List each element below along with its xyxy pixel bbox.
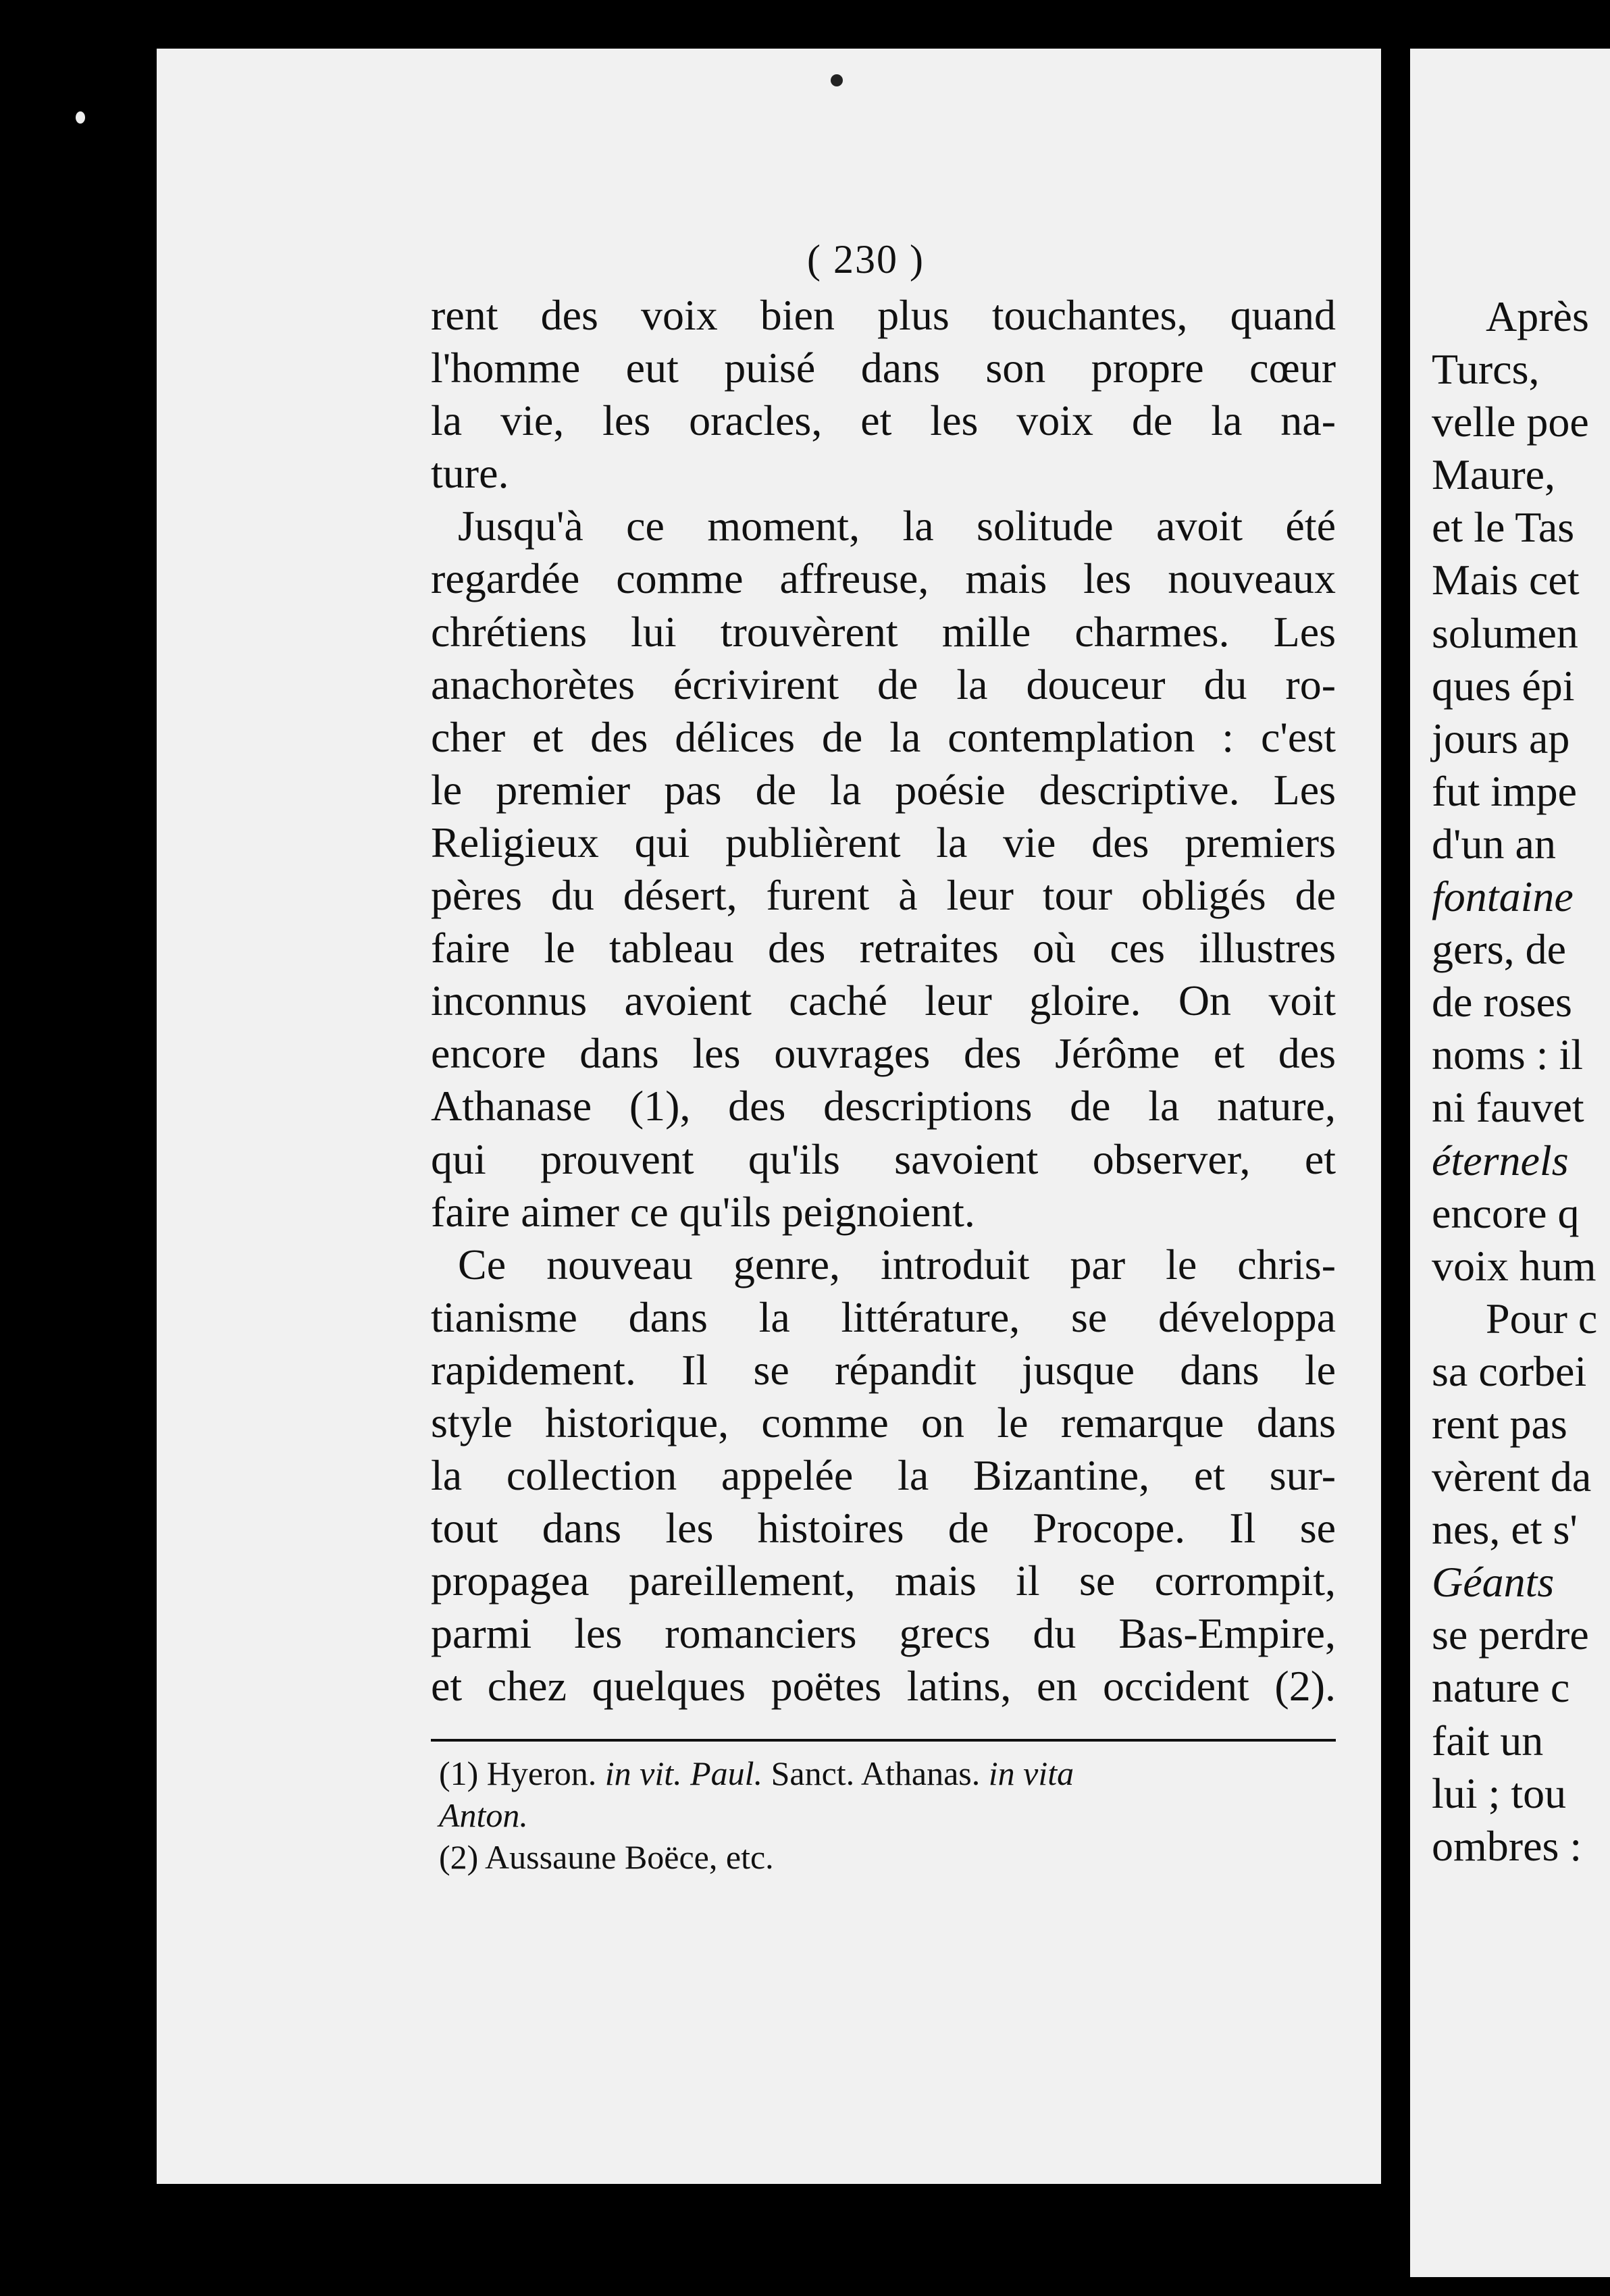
body-text [431, 289, 1336, 1713]
footnote-1-ref: (1) Hyeron. [439, 1754, 597, 1792]
text-line: ques épi [1432, 661, 1575, 710]
text-line: rapidement. Il se répandit jusque dans le [431, 1345, 1336, 1394]
ink-spot [831, 74, 843, 86]
footnote-1-cont [439, 1794, 1337, 1836]
text-line: solumen [1432, 608, 1578, 657]
text-line: gers, de [1432, 925, 1567, 974]
text-line: parmi les romanciers grecs du Bas-Empire, [431, 1609, 1336, 1658]
text-line: inconnus avoient caché leur gloire. On voit [431, 976, 1336, 1025]
text-line: anachorètes écrivirent de la douceur du ro- [431, 660, 1336, 708]
text-line: propagea pareillement, mais il se corrompit, [431, 1557, 1336, 1605]
text-line: l'homme eut puisé dans son propre cœur [431, 344, 1336, 392]
text-line: pères du désert, furent à leur tour obligés de [431, 871, 1336, 920]
text-line: fut impe [1432, 766, 1578, 815]
right-page-text [1432, 290, 1610, 1873]
text-line: tout dans les histoires de Procope. Il se [431, 1504, 1336, 1553]
text-line: ombres : [1432, 1821, 1582, 1870]
text-line: noms : il [1432, 1030, 1584, 1079]
text-line: Religieux qui publièrent la vie des premiers [431, 818, 1336, 866]
text-line: la collection appelée la Bizantine, et sur- [431, 1451, 1336, 1500]
text-line: Maure, [1432, 450, 1556, 499]
text-line: ni fauvet [1432, 1083, 1584, 1132]
text-line: Jusqu'à ce moment, la solitude avoit été [458, 502, 1336, 550]
text-line: Mais cet [1432, 556, 1580, 604]
text-line: se perdre [1432, 1611, 1589, 1659]
text-line: jours ap [1432, 714, 1570, 762]
text-line: Turcs, [1432, 345, 1540, 394]
text-line: nature c [1432, 1663, 1570, 1712]
footnote-rule [431, 1739, 1336, 1742]
text-line: de roses [1432, 978, 1572, 1026]
text-line: chrétiens lui trouvèrent mille charmes. Les [431, 607, 1336, 656]
text-line: Athanase (1), des descriptions de la nature, [431, 1082, 1336, 1130]
text-line: fait un [1432, 1716, 1544, 1765]
footnote-1 [439, 1752, 1337, 1794]
text-line: le premier pas de la poésie descriptive. Les [431, 765, 1336, 814]
footnote-1-title-3: Anton. [439, 1796, 528, 1834]
text-line: rent des voix bien plus touchantes, quand [431, 291, 1336, 339]
text-line: regardée comme affreuse, mais les nouveaux [431, 554, 1336, 603]
text-line: Géants [1432, 1558, 1555, 1607]
text-line: lui ; tou [1432, 1769, 1567, 1817]
text-line: tianisme dans la littérature, se développa [431, 1293, 1336, 1341]
text-line: voix hum [1432, 1241, 1596, 1290]
text-line: vèrent da [1432, 1453, 1592, 1501]
text-line: ture. [431, 449, 509, 498]
text-line: fontaine [1432, 872, 1574, 921]
text-line: et le Tas [1432, 503, 1575, 552]
text-line: velle poe [1432, 398, 1589, 446]
text-line: encore q [1432, 1189, 1580, 1237]
text-line: faire aimer ce qu'ils peignoient. [431, 1187, 975, 1236]
text-line: éternels [1432, 1136, 1569, 1184]
text-line: encore dans les ouvrages des Jérôme et des [431, 1029, 1336, 1078]
margin-spot [76, 111, 85, 124]
text-line: style historique, comme on le remarque dans [431, 1398, 1336, 1446]
text-line: la vie, les oracles, et les voix de la na- [431, 396, 1336, 445]
gutter [1381, 47, 1389, 2195]
text-line: d'un an [1432, 819, 1556, 868]
footnote-1-author: Sanct. Athanas. [771, 1754, 981, 1792]
text-line: rent pas [1432, 1399, 1567, 1448]
footnote-1-title-2: in vita [988, 1754, 1074, 1792]
text-line: cher et des délices de la contemplation : c'est [431, 712, 1336, 761]
text-line: sa corbei [1432, 1347, 1587, 1395]
text-line: et chez quelques poëtes latins, en occident (2). [431, 1662, 1336, 1711]
text-line: Pour c [1486, 1294, 1598, 1342]
page-number: ( 230 ) [807, 237, 925, 282]
text-line: Ce nouveau genre, introduit par le chris- [458, 1240, 1336, 1288]
footnote-2: (2) Aussaune Boëce, etc. [439, 1838, 774, 1876]
text-line: nes, et s' [1432, 1505, 1578, 1554]
footnote-1-title: in vit. Paul. [604, 1754, 763, 1792]
text-line: Après [1486, 292, 1589, 340]
footnotes [439, 1752, 1337, 1878]
text-line: faire le tableau des retraites où ces illustres [431, 924, 1336, 972]
text-line: qui prouvent qu'ils savoient observer, et [431, 1134, 1336, 1183]
